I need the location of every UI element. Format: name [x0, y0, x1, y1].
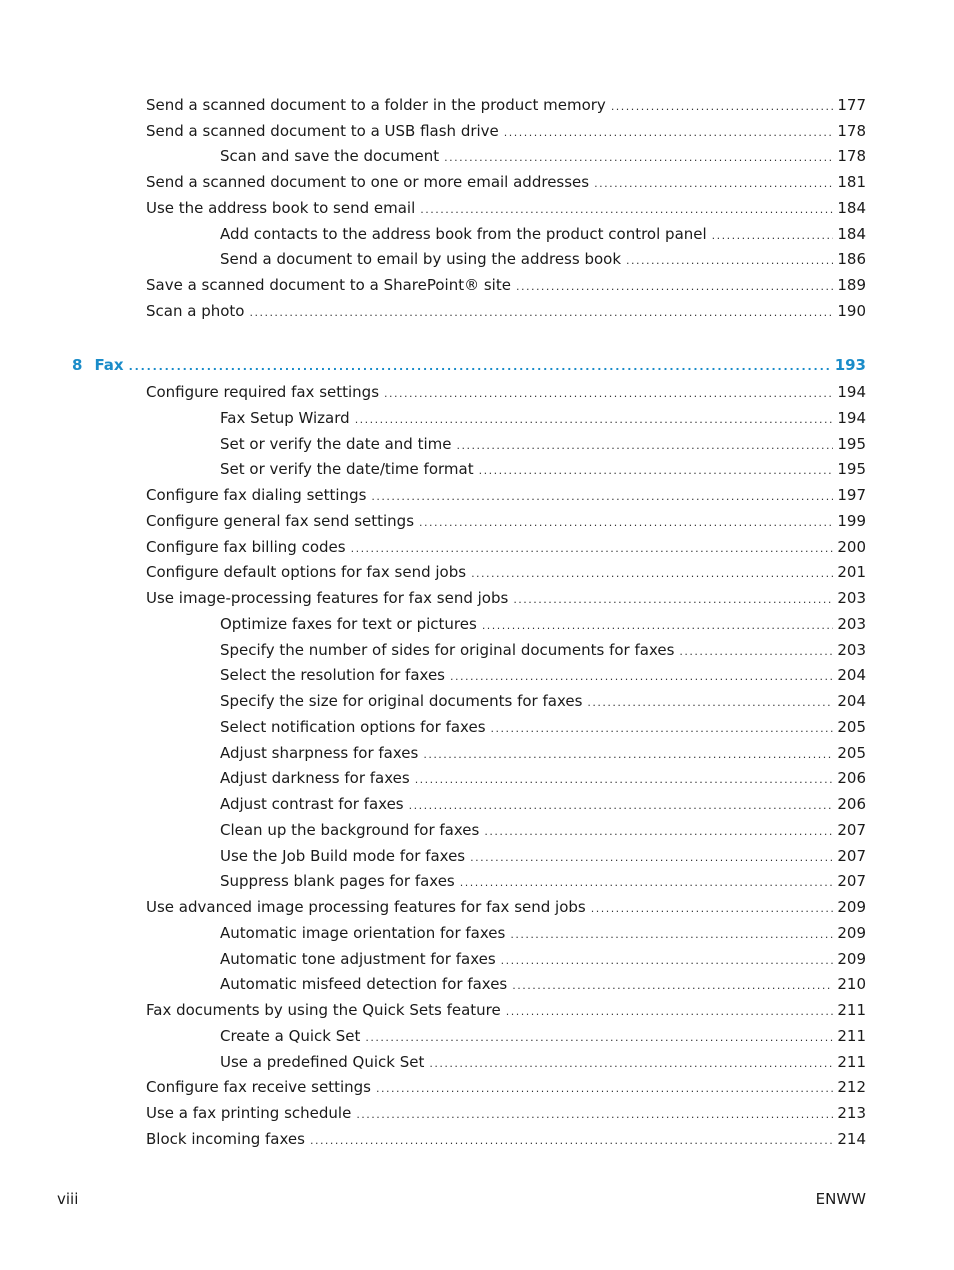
toc-entry[interactable]: [146, 587, 866, 609]
dot-leader: [611, 96, 834, 116]
dot-leader: [712, 225, 834, 245]
entry-title: Save a scanned document to a SharePoint® site: [146, 275, 511, 294]
dot-leader: [471, 563, 833, 583]
toc-entry[interactable]: [146, 1128, 866, 1150]
entry-page-number: 209: [837, 898, 866, 916]
dot-leader: [516, 276, 833, 296]
dot-leader: [371, 486, 833, 506]
toc-subentry[interactable]: [220, 248, 866, 270]
dot-leader: [351, 538, 834, 558]
dot-leader: [594, 173, 833, 193]
entry-page-number: 214: [837, 1129, 866, 1148]
toc-entry[interactable]: [146, 484, 866, 506]
toc-entry[interactable]: [146, 274, 866, 296]
footer-document-code: ENWW: [815, 1190, 866, 1208]
toc-subentry[interactable]: [220, 407, 866, 429]
entry-page-number: 211: [837, 1052, 866, 1071]
entry-page-number: 189: [837, 275, 866, 294]
dot-leader: [506, 1001, 834, 1021]
entry-title: Specify the number of sides for original documents for faxes: [220, 640, 675, 659]
entry-page-number: 211: [837, 1026, 866, 1045]
dot-leader: [249, 302, 833, 322]
entry-title: Configure fax billing codes: [146, 537, 346, 556]
toc-subentry[interactable]: [220, 664, 866, 686]
entry-page-number: 205: [837, 743, 866, 762]
dot-leader: [482, 615, 834, 635]
dot-leader: [504, 122, 834, 142]
entry-title: Automatic misfeed detection for faxes: [220, 975, 508, 994]
toc-subentry[interactable]: [220, 433, 866, 455]
entry-title: Use a predefined Quick Set: [220, 1052, 425, 1071]
toc-subentry[interactable]: [220, 948, 866, 970]
entry-title: Add contacts to the address book from the product control panel: [220, 224, 707, 243]
entry-page-number: 203: [837, 640, 866, 659]
entry-title: Scan and save the document: [220, 147, 440, 166]
dot-leader: [484, 821, 833, 841]
entry-title: Adjust sharpness for faxes: [220, 743, 419, 762]
entry-page-number: 206: [837, 795, 866, 813]
entry-title: Optimize faxes for text or pictures: [220, 614, 477, 633]
entry-page-number: 204: [837, 666, 866, 685]
toc-subentry[interactable]: [220, 639, 866, 661]
dot-leader: [450, 666, 833, 686]
entry-title: Use advanced image processing features for fax send jobs: [146, 898, 586, 916]
dot-leader: [460, 872, 834, 892]
dot-leader: [376, 1078, 833, 1098]
entry-page-number: 181: [837, 173, 866, 192]
entry-title: Use the address book to send email: [146, 198, 416, 217]
dot-leader: [355, 409, 834, 429]
dot-leader: [479, 460, 834, 480]
entry-page-number: 195: [837, 434, 866, 453]
dot-leader: [420, 199, 833, 219]
entry-page-number: 205: [837, 717, 866, 736]
entry-title: Configure general fax send settings: [146, 511, 415, 530]
entry-page-number: 199: [837, 511, 866, 530]
dot-leader: [591, 898, 834, 918]
entry-title: Clean up the background for faxes: [220, 820, 480, 839]
entry-title: Select the resolution for faxes: [220, 666, 445, 685]
entry-page-number: 201: [837, 563, 866, 582]
dot-leader: [510, 924, 833, 944]
toc-subentry[interactable]: [220, 870, 866, 892]
toc-entry[interactable]: [146, 94, 866, 116]
toc-entry[interactable]: [146, 510, 866, 532]
entry-title: Use a fax printing schedule: [146, 1104, 352, 1122]
entry-page-number: 207: [837, 820, 866, 839]
entry-page-number: 184: [837, 198, 866, 217]
toc-entry[interactable]: [146, 1102, 866, 1124]
toc-subentry[interactable]: [220, 223, 866, 245]
entry-page-number: 184: [837, 224, 866, 243]
entry-title: Configure fax dialing settings: [146, 486, 367, 504]
toc-entry[interactable]: [146, 896, 866, 918]
dot-leader: [513, 589, 833, 609]
entry-page-number: 195: [837, 460, 866, 479]
toc-subentry[interactable]: [220, 767, 866, 789]
entry-page-number: 177: [837, 96, 866, 114]
entry-page-number: 212: [837, 1078, 866, 1097]
dot-leader: [419, 512, 833, 532]
entry-title: Send a scanned document to one or more email addresses: [146, 173, 590, 192]
dot-leader: [429, 1053, 833, 1073]
footer-page-label: viii: [57, 1190, 79, 1208]
toc-subentry[interactable]: [220, 1051, 866, 1073]
entry-page-number: 186: [837, 250, 866, 269]
toc-entry[interactable]: [146, 171, 866, 193]
dot-leader: [626, 250, 833, 270]
chapter-number: 8: [72, 356, 83, 374]
toc-subentry[interactable]: [220, 793, 866, 815]
toc-entry[interactable]: [146, 300, 866, 322]
entry-page-number: 209: [837, 949, 866, 968]
entry-title: Send a scanned document to a USB flash drive: [146, 121, 499, 140]
entry-title: Create a Quick Set: [220, 1026, 361, 1045]
entry-title: Select notification options for faxes: [220, 717, 486, 736]
entry-page-number: 209: [837, 923, 866, 942]
entry-title: Use image-processing features for fax send jobs: [146, 589, 509, 607]
toc-entry[interactable]: [146, 120, 866, 142]
dot-leader: [501, 950, 834, 970]
dot-leader: [415, 769, 834, 789]
page-footer: [57, 1189, 866, 1209]
toc-subentry[interactable]: [220, 922, 866, 944]
toc-entry[interactable]: [146, 561, 866, 583]
dot-leader: [587, 692, 833, 712]
dot-leader: [491, 718, 834, 738]
entry-page-number: 207: [837, 846, 866, 865]
toc-entry[interactable]: [146, 999, 866, 1021]
entry-page-number: 194: [837, 408, 866, 427]
entry-title: Use the Job Build mode for faxes: [220, 846, 466, 865]
entry-page-number: 206: [837, 769, 866, 788]
entry-title: Send a document to email by using the address book: [220, 250, 622, 269]
toc-entry[interactable]: [146, 536, 866, 558]
entry-title: Automatic tone adjustment for faxes: [220, 949, 496, 968]
toc-subentry[interactable]: [220, 1025, 866, 1047]
dot-leader: [365, 1027, 833, 1047]
dot-leader: [456, 435, 833, 455]
entry-title: Automatic image orientation for faxes: [220, 923, 506, 942]
chapter-page-number: 193: [834, 356, 866, 374]
toc-entry[interactable]: [146, 381, 866, 403]
dot-leader: [679, 641, 833, 661]
toc-entry[interactable]: [146, 197, 866, 219]
entry-page-number: 203: [837, 589, 866, 607]
entry-page-number: 197: [837, 486, 866, 504]
dot-leader: [423, 744, 833, 764]
dot-leader: [384, 383, 833, 403]
entry-title: Suppress blank pages for faxes: [220, 872, 455, 891]
entry-title: Configure default options for fax send jobs: [146, 563, 467, 582]
dot-leader: [444, 147, 833, 167]
toc-subentry[interactable]: [220, 690, 866, 712]
dot-leader: [356, 1104, 833, 1124]
entry-page-number: 178: [837, 147, 866, 166]
entry-title: Configure fax receive settings: [146, 1078, 371, 1097]
entry-page-number: 194: [837, 383, 866, 401]
toc-subentry[interactable]: [220, 742, 866, 764]
toc-subentry[interactable]: [220, 845, 866, 867]
toc-subentry[interactable]: [220, 819, 866, 841]
entry-page-number: 178: [837, 121, 866, 140]
dot-leader: [310, 1130, 833, 1150]
dot-leader: [129, 356, 831, 376]
dot-leader: [409, 795, 834, 815]
entry-title: Specify the size for original documents for faxes: [220, 692, 583, 710]
entry-page-number: 213: [837, 1104, 866, 1122]
dot-leader: [512, 975, 833, 995]
toc-subentry[interactable]: [220, 613, 866, 635]
entry-page-number: 190: [837, 301, 866, 320]
entry-title: Fax documents by using the Quick Sets feature: [146, 1001, 501, 1019]
toc-subentry[interactable]: [220, 973, 866, 995]
dot-leader: [470, 847, 833, 867]
toc-subentry[interactable]: [220, 145, 866, 167]
entry-title: Set or verify the date/time format: [220, 460, 474, 479]
chapter-heading[interactable]: [72, 354, 866, 376]
entry-title: Scan a photo: [146, 301, 245, 320]
toc-subentry[interactable]: [220, 458, 866, 480]
toc-subentry[interactable]: [220, 716, 866, 738]
entry-title: Set or verify the date and time: [220, 434, 452, 453]
entry-page-number: 203: [837, 614, 866, 633]
entry-page-number: 204: [837, 692, 866, 710]
entry-title: Adjust darkness for faxes: [220, 769, 410, 788]
entry-page-number: 207: [837, 872, 866, 891]
entry-page-number: 200: [837, 537, 866, 556]
entry-title: Fax Setup Wizard: [220, 408, 350, 427]
toc-entry[interactable]: [146, 1076, 866, 1098]
entry-title: Adjust contrast for faxes: [220, 795, 404, 813]
entry-page-number: 210: [837, 975, 866, 994]
entry-title: Block incoming faxes: [146, 1129, 305, 1148]
chapter-title: Fax: [94, 356, 124, 374]
entry-title: Send a scanned document to a folder in the product memory: [146, 96, 606, 114]
entry-title: Configure required fax settings: [146, 383, 380, 401]
entry-page-number: 211: [837, 1001, 866, 1019]
